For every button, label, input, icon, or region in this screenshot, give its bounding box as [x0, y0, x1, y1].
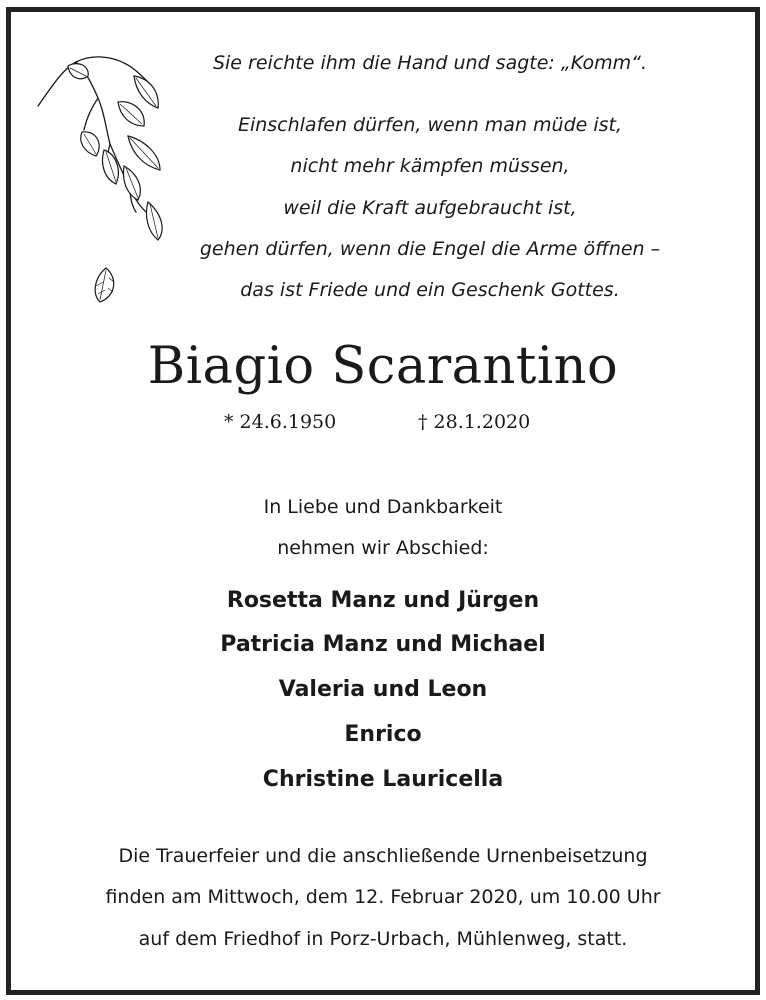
mourner-name: Patricia Manz und Michael [220, 632, 546, 657]
birch-branch-icon [34, 46, 174, 316]
farewell-intro-line: nehmen wir Abschied: [277, 537, 489, 559]
poem-line: weil die Kraft aufgebraucht ist, [283, 197, 577, 219]
birth-date: * 24.6.1950 [224, 411, 337, 433]
mourner-name: Christine Lauricella [262, 767, 504, 792]
funeral-info-line: auf dem Friedhof in Porz-Urbach, Mühlenweg, statt. [138, 928, 628, 950]
funeral-info-line: Die Trauerfeier und die anschließende Urnenbeisetzung [118, 845, 648, 867]
poem-line: Einschlafen dürfen, wenn man müde ist, [237, 114, 623, 136]
poem-line: gehen dürfen, wenn die Engel die Arme öffnen – [199, 238, 661, 260]
death-date: † 28.1.2020 [418, 411, 531, 433]
deceased-name: Biagio Scarantino [147, 337, 619, 396]
poem-line: Sie reichte ihm die Hand und sagte: „Komm“. [212, 52, 648, 74]
funeral-info-line: finden am Mittwoch, dem 12. Februar 2020, um 10.00 Uhr [105, 886, 661, 908]
poem-line: das ist Friede und ein Geschenk Gottes. [240, 279, 620, 301]
mourner-name: Rosetta Manz und Jürgen [226, 588, 540, 613]
poem-line: nicht mehr kämpfen müssen, [290, 155, 570, 177]
mourner-name: Enrico [344, 722, 422, 747]
farewell-intro-line: In Liebe und Dankbarkeit [263, 496, 503, 518]
mourner-name: Valeria und Leon [278, 677, 488, 702]
